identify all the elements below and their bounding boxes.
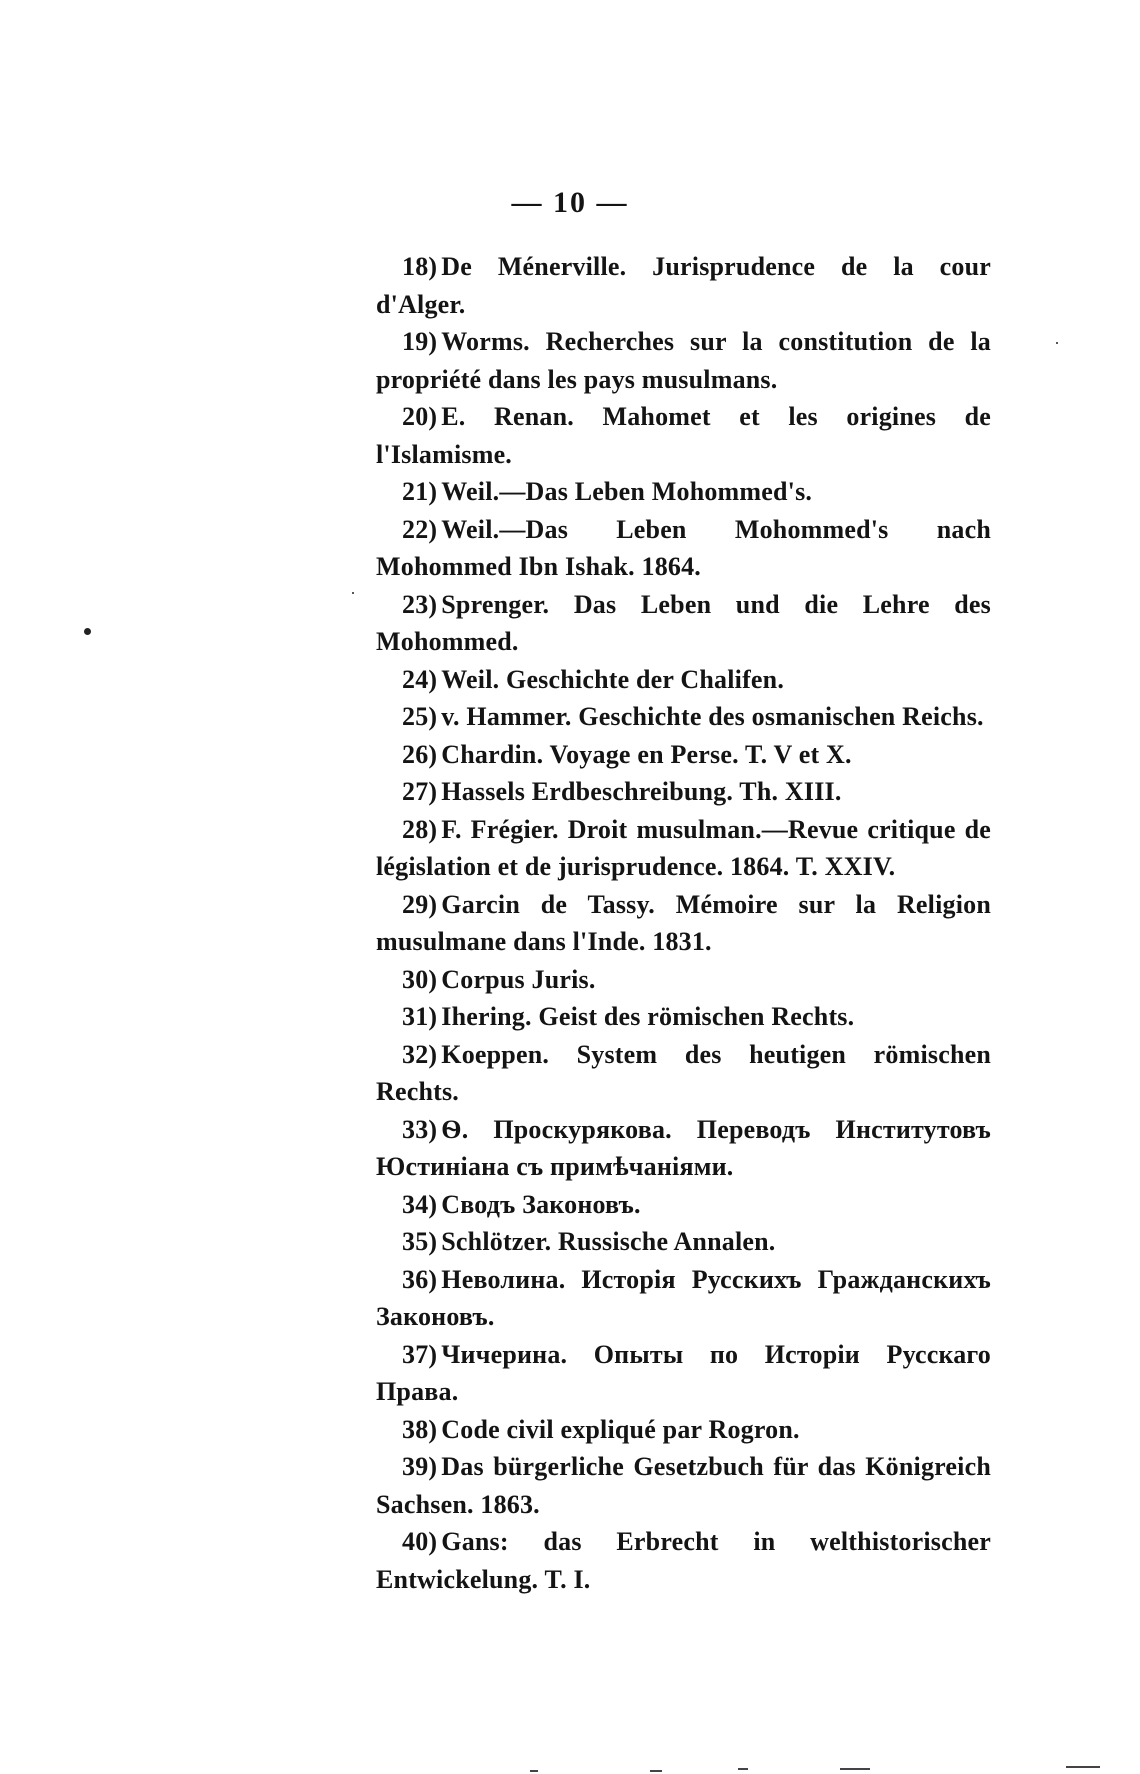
reference-number: 38) (402, 1414, 438, 1444)
reference-number: 19) (402, 327, 438, 356)
scan-speck (1056, 342, 1058, 344)
reference-text: Чичерина. Опыты по Исторіи Русскаго Права. (376, 1339, 991, 1406)
reference-number: 25) (402, 702, 438, 731)
reference-item (376, 1036, 991, 1111)
reference-text: v. Hammer. Geschichte des osmanischen Reichs. (441, 702, 984, 731)
reference-text: Ѳ. Проскурякова. Переводъ Институтовъ Юстиніана съ примѣчаніями. (376, 1114, 991, 1181)
reference-number: 40) (402, 1527, 438, 1556)
reference-item (376, 698, 991, 736)
reference-item (376, 398, 991, 473)
reference-number: 27) (402, 777, 438, 806)
reference-number: 26) (402, 739, 438, 769)
reference-item (376, 811, 991, 886)
reference-text: Weil. Geschichte der Chalifen. (441, 664, 785, 694)
reference-text: Сводъ Законовъ. (441, 1189, 641, 1219)
reference-text: Koeppen. System des heutigen römischen Rechts. (376, 1039, 991, 1106)
reference-number: 32) (402, 1039, 438, 1069)
reference-item (376, 661, 991, 699)
reference-number: 34) (402, 1189, 438, 1219)
reference-number: 37) (402, 1339, 438, 1369)
scan-mark (840, 1768, 870, 1770)
reference-number: 20) (402, 402, 438, 431)
reference-number: 35) (402, 1227, 438, 1256)
reference-text: Schlötzer. Russische Annalen. (441, 1227, 776, 1256)
reference-text: Code civil expliqué par Rogron. (441, 1414, 800, 1444)
reference-item (376, 1523, 991, 1598)
scan-speck (352, 592, 354, 594)
reference-number: 21) (402, 477, 438, 506)
reference-item (376, 886, 991, 961)
scan-mark (530, 1770, 538, 1772)
reference-text: Weil.—Das Leben Mohommed's. (441, 477, 813, 506)
reference-item (376, 1186, 991, 1224)
scan-mark (738, 1768, 748, 1770)
scan-mark (650, 1770, 662, 1772)
reference-item (376, 1223, 991, 1261)
scan-speck (84, 628, 91, 635)
reference-text: Ihering. Geist des römischen Rechts. (441, 1002, 855, 1031)
reference-text: Das bürgerliche Gesetzbuch für das Königreich Sachsen. 1863. (376, 1452, 991, 1519)
reference-item (376, 323, 991, 398)
reference-item (376, 1448, 991, 1523)
reference-number: 36) (402, 1264, 438, 1294)
reference-number: 29) (402, 889, 438, 919)
reference-number: 23) (402, 589, 438, 619)
reference-item (376, 736, 991, 774)
reference-item (376, 1261, 991, 1336)
reference-item (376, 248, 991, 323)
reference-text: Неволина. Исторія Русскихъ Гражданскихъ Законовъ. (376, 1264, 991, 1331)
reference-number: 33) (402, 1114, 438, 1144)
reference-number: 31) (402, 1002, 438, 1031)
reference-item (376, 773, 991, 811)
reference-text: De Ménerville. Jurisprudence de la cour d'Alger. (376, 252, 991, 319)
reference-text: Sprenger. Das Leben und die Lehre des Mohommed. (376, 589, 991, 656)
reference-text: Gans: das Erbrecht in welthistorischer Entwickelung. T. I. (376, 1527, 991, 1594)
reference-item (376, 511, 991, 586)
reference-text: Worms. Recherches sur la constitution de la propriété dans les pays musulmans. (376, 327, 991, 394)
page-number: — 10 — (511, 186, 629, 219)
reference-item (376, 961, 991, 999)
reference-item (376, 998, 991, 1036)
reference-item (376, 1111, 991, 1186)
reference-item (376, 1411, 991, 1449)
reference-text: E. Renan. Mahomet et les origines de l'Islamisme. (376, 402, 991, 469)
reference-number: 28) (402, 814, 438, 844)
reference-item (376, 473, 991, 511)
reference-text: F. Frégier. Droit musulman.—Revue critique de législation et de jurisprudence. 1864. T. XXIV. (376, 814, 991, 881)
reference-number: 18) (402, 252, 438, 281)
reference-list (376, 248, 991, 1598)
reference-text: Weil.—Das Leben Mohommed's nach Mohommed Ibn Ishak. 1864. (376, 514, 991, 581)
reference-number: 24) (402, 664, 438, 694)
reference-text: Hassels Erdbeschreibung. Th. XIII. (441, 777, 842, 806)
reference-text: Chardin. Voyage en Perse. T. V et X. (441, 739, 852, 769)
reference-item (376, 586, 991, 661)
reference-number: 39) (402, 1452, 438, 1481)
reference-item (376, 1336, 991, 1411)
reference-number: 22) (402, 514, 438, 544)
reference-text: Corpus Juris. (441, 964, 596, 994)
scan-mark (1066, 1766, 1100, 1768)
reference-text: Garcin de Tassy. Mémoire sur la Religion musulmane dans l'Inde. 1831. (376, 889, 991, 956)
reference-number: 30) (402, 964, 438, 994)
